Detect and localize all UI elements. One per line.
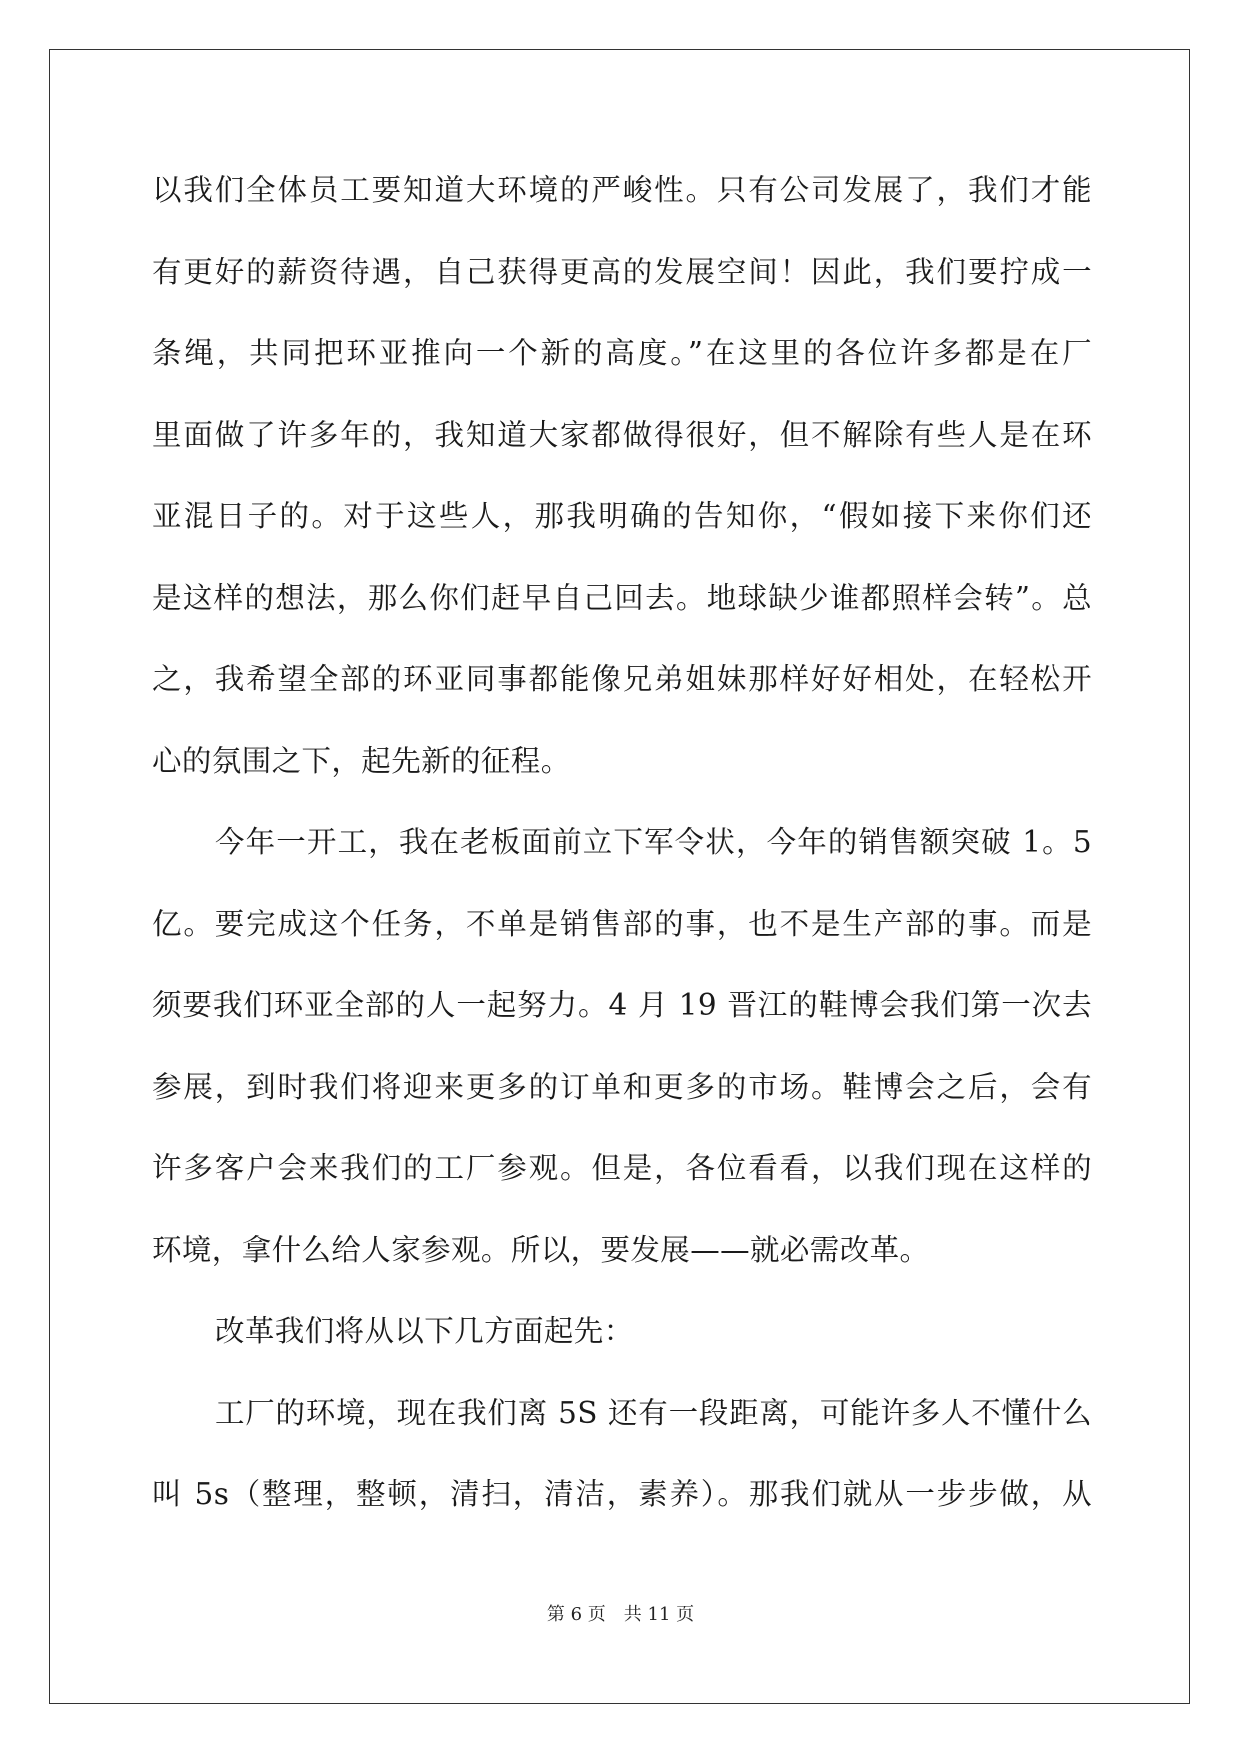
text-line: 亚混日子的。对于这些人，那我明确的告知你，“假如接下来你们还 [152, 499, 1092, 533]
text-line: 有更好的薪资待遇，自己获得更高的发展空间！因此，我们要拧成一 [152, 254, 1092, 289]
text-line: 心的氛围之下，起先新的征程。 [152, 743, 571, 778]
text-line: 环境，拿什么给人家参观。所以，要发展——就必需改革。 [152, 1232, 930, 1267]
text-line: 许多客户会来我们的工厂参观。但是，各位看看，以我们现在这样的 [152, 1151, 1092, 1185]
text-line: 里面做了许多年的，我知道大家都做得很好，但不解除有些人是在环 [152, 417, 1092, 452]
document-body [152, 160, 1092, 1546]
text-line: 是这样的想法，那么你们赶早自己回去。地球缺少谁都照样会转”。总 [152, 580, 1092, 615]
text-line: 叫 5s（整理，整顿，清扫，清洁，素养）。那我们就从一步步做，从 [152, 1477, 1092, 1511]
text-line: 之，我希望全部的环亚同事都能像兄弟姐妹那样好好相处，在轻松开 [152, 662, 1092, 696]
text-line: 以我们全体员工要知道大环境的严峻性。只有公司发展了，我们才能 [152, 173, 1092, 207]
text-line: 亿。要完成这个任务，不单是销售部的事，也不是生产部的事。而是 [152, 906, 1092, 941]
paragraph-first-line: 改革我们将从以下几方面起先： [215, 1314, 634, 1348]
page-number-footer: 第 6 页 共 11 页 [546, 1604, 695, 1625]
text-line: 参展，到时我们将迎来更多的订单和更多的市场。鞋博会之后，会有 [152, 1069, 1092, 1104]
text-line: 须要我们环亚全部的人一起努力。4 月 19 晋江的鞋博会我们第一次去 [152, 988, 1092, 1022]
paragraph-first-line: 今年一开工，我在老板面前立下军令状，今年的销售额突破 1。5 [215, 825, 1092, 859]
text-line: 条绳，共同把环亚推向一个新的高度。”在这里的各位许多都是在厂 [152, 336, 1092, 370]
paragraph-first-line: 工厂的环境，现在我们离 5S 还有一段距离，可能许多人不懂什么 [215, 1395, 1092, 1430]
